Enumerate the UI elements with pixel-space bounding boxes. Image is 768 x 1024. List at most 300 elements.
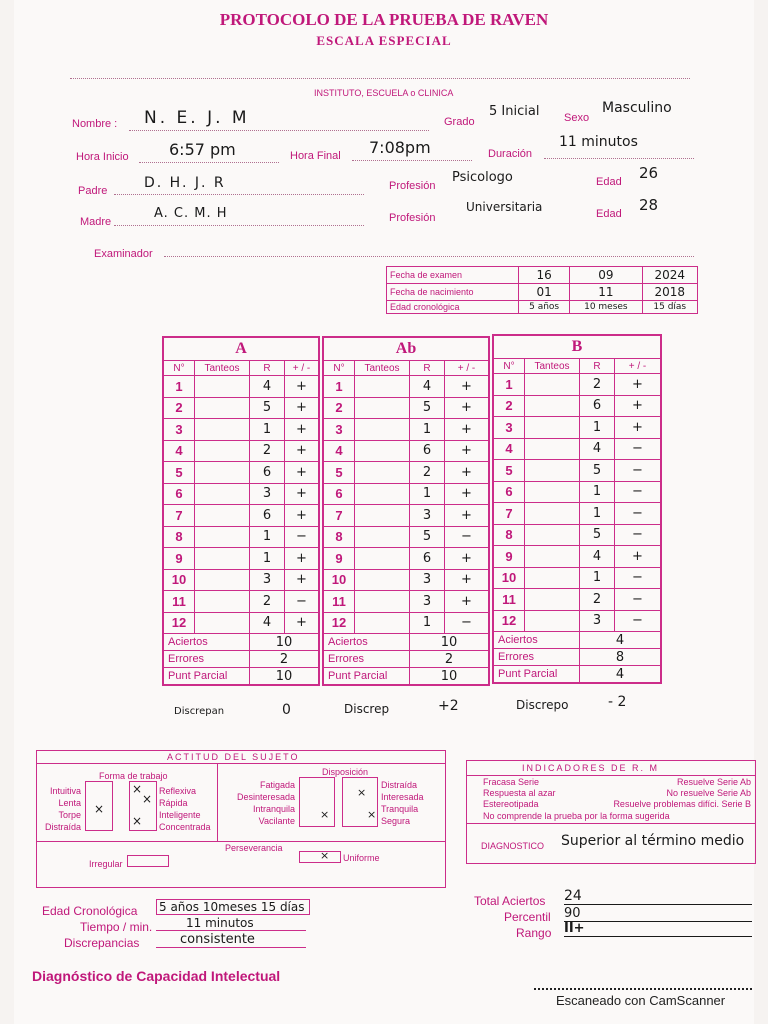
forma-option: Inteligente	[159, 810, 201, 820]
response-value: 3	[410, 505, 445, 527]
disp-grid-left	[299, 777, 335, 827]
score-mark: +	[445, 376, 490, 398]
response-value: 6	[250, 505, 285, 527]
punt-parcial-label: Punt Parcial	[323, 668, 410, 686]
footer-title: Diagnóstico de Capacidad Intelectual	[32, 968, 281, 984]
response-value: 5	[580, 524, 615, 546]
col-header-n: N°	[163, 361, 195, 376]
grado-value: 5 Inicial	[489, 104, 540, 119]
tanteos-cell	[355, 505, 410, 527]
punt-parcial-value: 4	[580, 666, 662, 684]
errores-row	[493, 649, 661, 666]
tanteos-cell	[525, 610, 580, 632]
item-row	[323, 526, 489, 548]
item-row	[323, 483, 489, 505]
date-row	[387, 284, 698, 301]
item-row	[323, 440, 489, 462]
examinador-line	[164, 256, 694, 257]
item-row	[323, 397, 489, 419]
score-mark: +	[285, 376, 320, 398]
series-column-header-row	[163, 361, 319, 376]
score-mark: −	[615, 460, 662, 482]
disposicion-option: Intranquila	[252, 804, 295, 814]
score-mark: −	[445, 612, 490, 634]
response-value: 1	[580, 417, 615, 439]
response-value: 3	[580, 610, 615, 632]
tanteos-cell	[355, 612, 410, 634]
discrep-ab-label: Discrep	[344, 702, 390, 716]
indicador-option: No resuelve Serie Ab	[666, 788, 751, 798]
item-number: 5	[323, 462, 355, 484]
score-mark: +	[445, 397, 490, 419]
date-row	[387, 301, 698, 314]
item-row	[323, 591, 489, 613]
score-mark: +	[445, 548, 490, 570]
madre-value: A. C. M. H	[154, 206, 228, 221]
irregular-box	[127, 855, 169, 867]
tanteos-cell	[195, 526, 250, 548]
item-number: 2	[323, 397, 355, 419]
tanteos-cell	[355, 548, 410, 570]
indicador-option: Resuelve Serie Ab	[676, 777, 751, 787]
tanteos-cell	[355, 483, 410, 505]
forma-option: Rápida	[159, 798, 188, 808]
item-number: 8	[323, 526, 355, 548]
response-value: 2	[580, 589, 615, 611]
tanteos-cell	[525, 524, 580, 546]
item-number: 6	[163, 483, 195, 505]
response-value: 1	[580, 503, 615, 525]
percentil-value: 90	[564, 906, 752, 922]
score-mark: −	[615, 567, 662, 589]
tanteos-cell	[355, 376, 410, 398]
grado-label: Grado	[444, 116, 475, 128]
item-number: 5	[493, 460, 525, 482]
profesion-madre-label: Profesión	[389, 212, 436, 224]
item-number: 12	[163, 612, 195, 634]
punt-parcial-value: 10	[250, 668, 320, 686]
tanteos-cell	[195, 440, 250, 462]
actitud-box	[36, 750, 446, 888]
check-reflexiva: ×	[132, 782, 143, 796]
check-vacilante: ×	[320, 808, 330, 821]
response-value: 1	[410, 483, 445, 505]
item-number: 2	[163, 397, 195, 419]
score-mark: +	[445, 419, 490, 441]
diagnostico-value: Superior al término medio	[561, 833, 745, 849]
item-number: 11	[323, 591, 355, 613]
series-header-row	[323, 337, 489, 361]
dates-table	[386, 266, 698, 314]
discrep-a-label: Discrepan	[174, 706, 225, 717]
score-mark: +	[445, 505, 490, 527]
indicadores-left	[483, 777, 556, 810]
response-value: 3	[250, 483, 285, 505]
date-value: 11	[570, 284, 642, 301]
forma-grid-left	[85, 781, 113, 831]
item-number: 8	[163, 526, 195, 548]
item-row	[163, 462, 319, 484]
tanteos-cell	[355, 526, 410, 548]
hora-inicio-label: Hora Inicio	[76, 151, 129, 163]
tanteos-cell	[525, 546, 580, 568]
punt-parcial-label: Punt Parcial	[493, 666, 580, 684]
item-number: 9	[323, 548, 355, 570]
item-number: 3	[493, 417, 525, 439]
institute-label: INSTITUTO, ESCUELA o CLINICA	[314, 88, 454, 98]
response-value: 2	[580, 374, 615, 396]
date-row	[387, 267, 698, 284]
disposicion-option: Desinteresada	[236, 792, 295, 802]
response-value: 2	[410, 462, 445, 484]
response-value: 4	[250, 376, 285, 398]
item-row	[493, 503, 661, 525]
score-mark: +	[285, 505, 320, 527]
profesion-padre-value: Psicologo	[452, 170, 513, 185]
padre-value: D. H. J. R	[144, 175, 226, 191]
madre-line	[114, 225, 364, 226]
series-ab-table	[322, 336, 490, 686]
col-header-pm: + / -	[615, 359, 662, 374]
tanteos-cell	[525, 417, 580, 439]
response-value: 3	[410, 569, 445, 591]
protocol-page	[14, 0, 754, 1024]
tanteos-cell	[355, 569, 410, 591]
check-uniforme: ×	[320, 849, 330, 862]
item-number: 9	[163, 548, 195, 570]
nombre-value: N. E. J. M	[144, 108, 250, 128]
score-mark: +	[615, 417, 662, 439]
item-row	[493, 395, 661, 417]
percentil-label: Percentil	[504, 910, 551, 924]
score-mark: +	[285, 397, 320, 419]
errores-value: 2	[250, 651, 320, 668]
item-number: 5	[163, 462, 195, 484]
total-aciertos-label: Total Aciertos	[474, 894, 546, 908]
score-mark: +	[445, 483, 490, 505]
date-value: 16	[519, 267, 570, 284]
tanteos-cell	[355, 462, 410, 484]
item-row	[493, 567, 661, 589]
disposicion-option: Distraída	[381, 780, 418, 790]
date-value: 2018	[642, 284, 698, 301]
tanteos-cell	[355, 440, 410, 462]
score-mark: +	[615, 546, 662, 568]
irregular-label: Irregular	[89, 859, 123, 869]
item-row	[163, 612, 319, 634]
disposicion-option: Fatigada	[259, 780, 295, 790]
score-mark: −	[285, 526, 320, 548]
item-row	[323, 376, 489, 398]
item-row	[323, 419, 489, 441]
indicador-option: Fracasa Serie	[483, 777, 540, 787]
item-number: 10	[493, 567, 525, 589]
response-value: 1	[250, 548, 285, 570]
item-number: 3	[163, 419, 195, 441]
date-value: 09	[570, 267, 642, 284]
response-value: 1	[580, 567, 615, 589]
score-mark: −	[285, 591, 320, 613]
col-header-pm: + / -	[285, 361, 320, 376]
aciertos-row	[493, 632, 661, 649]
col-header-r: R	[250, 361, 285, 376]
aciertos-row	[323, 634, 489, 651]
disposicion-option: Interesada	[381, 792, 424, 802]
response-value: 1	[410, 419, 445, 441]
actitud-title: ACTITUD DEL SUJETO	[167, 752, 300, 762]
item-row	[163, 548, 319, 570]
response-value: 5	[410, 526, 445, 548]
forma-option: Concentrada	[159, 822, 211, 832]
score-mark: +	[285, 419, 320, 441]
hora-final-line	[352, 160, 472, 161]
response-value: 6	[250, 462, 285, 484]
punt-parcial-label: Punt Parcial	[163, 668, 250, 686]
date-value: 15 días	[642, 301, 698, 314]
item-row	[323, 612, 489, 634]
item-number: 3	[323, 419, 355, 441]
tanteos-cell	[195, 376, 250, 398]
edad-padre-value: 26	[639, 164, 659, 182]
score-mark: −	[615, 589, 662, 611]
score-mark: +	[285, 440, 320, 462]
uniforme-box	[299, 851, 341, 863]
col-header-r: R	[580, 359, 615, 374]
aciertos-value: 10	[250, 634, 320, 651]
tanteos-cell	[525, 567, 580, 589]
sexo-label: Sexo	[564, 112, 590, 124]
response-value: 1	[250, 419, 285, 441]
item-row	[163, 483, 319, 505]
item-number: 7	[323, 505, 355, 527]
total-aciertos-value: 24	[564, 888, 752, 905]
edad-cronologica-label: Edad Cronológica	[42, 904, 138, 918]
series-name: B	[493, 335, 661, 359]
tanteos-cell	[355, 419, 410, 441]
item-number: 12	[493, 610, 525, 632]
date-value: 10 meses	[570, 301, 642, 314]
disp-grid-right	[342, 777, 378, 827]
tanteos-cell	[355, 397, 410, 419]
score-mark: +	[445, 569, 490, 591]
response-value: 1	[580, 481, 615, 503]
item-row	[163, 376, 319, 398]
aciertos-value: 4	[580, 632, 662, 649]
tiempo-label: Tiempo / min.	[80, 920, 153, 934]
date-label: Fecha de examen	[387, 267, 519, 284]
item-number: 6	[323, 483, 355, 505]
tanteos-cell	[195, 397, 250, 419]
col-header-n: N°	[493, 359, 525, 374]
nombre-label: Nombre :	[72, 118, 118, 130]
item-row	[493, 417, 661, 439]
hora-final-label: Hora Final	[290, 150, 341, 162]
response-value: 4	[580, 546, 615, 568]
tiempo-value: 11 minutos	[156, 916, 306, 931]
tanteos-cell	[525, 374, 580, 396]
item-row	[493, 460, 661, 482]
item-row	[163, 591, 319, 613]
item-number: 2	[493, 395, 525, 417]
score-mark: +	[615, 374, 662, 396]
tanteos-cell	[195, 505, 250, 527]
errores-label: Errores	[323, 651, 410, 668]
disp-left-list	[223, 779, 295, 827]
discrep-a-value: 0	[282, 702, 291, 718]
forma-left-list	[41, 785, 81, 833]
response-value: 5	[580, 460, 615, 482]
errores-label: Errores	[493, 649, 580, 666]
edad-cronologica-value: 5 años 10meses 15 días	[156, 899, 310, 915]
camscanner-watermark: Escaneado con CamScanner	[556, 993, 726, 1008]
tanteos-cell	[525, 589, 580, 611]
score-mark: −	[615, 610, 662, 632]
forma-title: Forma de trabajo	[99, 771, 168, 781]
forma-right-list	[159, 785, 211, 833]
date-value: 01	[519, 284, 570, 301]
indicadores-right	[585, 777, 751, 810]
response-value: 5	[250, 397, 285, 419]
response-value: 5	[410, 397, 445, 419]
tanteos-cell	[525, 460, 580, 482]
date-value: 5 años	[519, 301, 570, 314]
forma-option: Reflexiva	[159, 786, 197, 796]
score-mark: −	[615, 481, 662, 503]
item-row	[163, 397, 319, 419]
rango-value: II+	[564, 921, 752, 937]
response-value: 1	[250, 526, 285, 548]
disposicion-option: Vacilante	[258, 816, 295, 826]
item-number: 11	[163, 591, 195, 613]
score-mark: +	[285, 483, 320, 505]
rango-label: Rango	[516, 926, 552, 940]
discrep-b-label: Discrepo	[516, 698, 569, 712]
indicador-option: Resuelve problemas difíci. Serie B	[613, 799, 751, 809]
tanteos-cell	[525, 481, 580, 503]
item-number: 11	[493, 589, 525, 611]
response-value: 6	[410, 548, 445, 570]
check-concentrada: ×	[132, 814, 143, 828]
item-row	[163, 526, 319, 548]
item-number: 9	[493, 546, 525, 568]
date-label: Edad cronológica	[387, 301, 519, 314]
score-mark: −	[615, 503, 662, 525]
item-row	[163, 440, 319, 462]
form-subtitle: ESCALA ESPECIAL	[316, 33, 452, 48]
col-header-tanteos: Tanteos	[525, 359, 580, 374]
disposicion-option: Segura	[381, 816, 411, 826]
form-title: PROTOCOLO DE LA PRUEBA DE RAVEN	[219, 10, 549, 29]
response-value: 3	[250, 569, 285, 591]
profesion-padre-label: Profesión	[389, 180, 436, 192]
response-value: 6	[410, 440, 445, 462]
tanteos-cell	[195, 569, 250, 591]
errores-row	[163, 651, 319, 668]
item-number: 10	[323, 569, 355, 591]
forma-option: Intuitiva	[49, 786, 81, 796]
score-mark: −	[445, 526, 490, 548]
col-header-r: R	[410, 361, 445, 376]
series-name: Ab	[323, 337, 489, 361]
score-mark: −	[615, 438, 662, 460]
item-number: 4	[163, 440, 195, 462]
item-row	[493, 524, 661, 546]
score-mark: +	[445, 462, 490, 484]
madre-label: Madre	[80, 216, 112, 228]
errores-value: 2	[410, 651, 490, 668]
discrepancias-label: Discrepancias	[64, 936, 140, 950]
score-mark: +	[285, 569, 320, 591]
item-number: 1	[493, 374, 525, 396]
score-mark: +	[285, 612, 320, 634]
nombre-line	[129, 130, 429, 131]
item-row	[323, 548, 489, 570]
item-row	[493, 438, 661, 460]
check-rapida: ×	[142, 792, 153, 806]
edad-madre-value: 28	[639, 196, 659, 214]
forma-option: Lenta	[58, 798, 81, 808]
perseverancia-title: Perseverancia	[225, 843, 283, 853]
punt-parcial-value: 10	[410, 668, 490, 686]
forma-option: Torpe	[58, 810, 81, 820]
tanteos-cell	[195, 591, 250, 613]
duracion-line	[544, 158, 694, 159]
response-value: 4	[250, 612, 285, 634]
tanteos-cell	[525, 395, 580, 417]
tanteos-cell	[195, 548, 250, 570]
item-row	[323, 569, 489, 591]
date-value: 2024	[642, 267, 698, 284]
profesion-madre-value: Universitaria	[466, 200, 543, 214]
item-number: 4	[493, 438, 525, 460]
indicadores-bottom: No comprende la prueba por la forma sugerida	[483, 811, 670, 821]
errores-label: Errores	[163, 651, 250, 668]
indicadores-box	[466, 760, 756, 864]
item-row	[323, 505, 489, 527]
hora-inicio-line	[139, 162, 279, 163]
series-header-row	[493, 335, 661, 359]
item-row	[163, 569, 319, 591]
punt-parcial-row	[323, 668, 489, 686]
series-header-row	[163, 337, 319, 361]
item-number: 10	[163, 569, 195, 591]
errores-row	[323, 651, 489, 668]
item-row	[493, 374, 661, 396]
item-number: 8	[493, 524, 525, 546]
score-mark: −	[615, 524, 662, 546]
item-row	[493, 610, 661, 632]
check-segura: ×	[367, 808, 377, 821]
series-column-header-row	[493, 359, 661, 374]
indicadores-title: INDICADORES DE R. M	[522, 763, 660, 773]
institute-line	[70, 78, 690, 79]
tanteos-cell	[195, 419, 250, 441]
col-header-n: N°	[323, 361, 355, 376]
item-row	[493, 481, 661, 503]
sexo-value: Masculino	[602, 100, 672, 116]
edad-padre-label: Edad	[596, 176, 622, 188]
item-number: 12	[323, 612, 355, 634]
disposicion-title: Disposición	[322, 767, 369, 777]
col-header-tanteos: Tanteos	[195, 361, 250, 376]
date-label: Fecha de nacimiento	[387, 284, 519, 301]
punt-parcial-row	[163, 668, 319, 686]
aciertos-value: 10	[410, 634, 490, 651]
item-row	[323, 462, 489, 484]
series-b-table	[492, 334, 662, 684]
tanteos-cell	[525, 438, 580, 460]
indicador-option: Estereotipada	[483, 799, 539, 809]
